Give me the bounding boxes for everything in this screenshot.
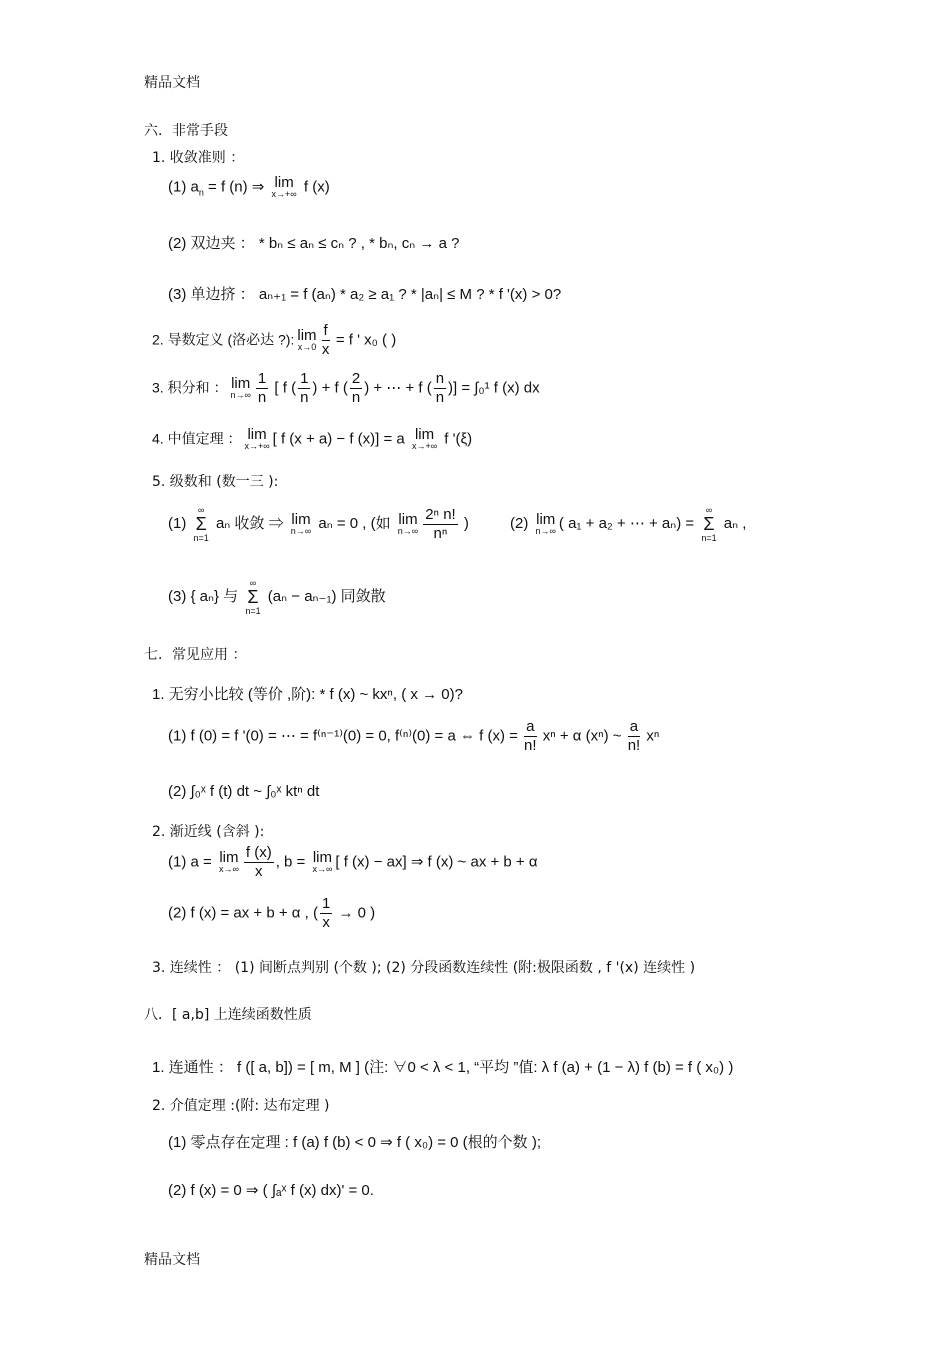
s8-item2-label: 2. 介值定理 :(附: 达布定理 ) bbox=[152, 1098, 330, 1114]
s6-item1-c: (3) 单边挤 ： aₙ₊₁ = f (aₙ) * a₂ ≥ a₁ ? * |aₙ| ≤ M ? * f '(x) > 0? bbox=[168, 286, 562, 303]
s6-item3: 3. 积分和 ： lim n→∞ $\frac{1}{n}$ [ f ( $\frac{1}{n}$ ) + f ( $\frac{2}{n}$ ) + ⋯ + f ( $\frac{n}{n}$ )] = ∫₀¹ f (x) dx bbox=[152, 370, 540, 406]
section-6-title: 六．非常手段 bbox=[144, 123, 228, 139]
s8-item1: 1. 连通性 ： f ([ a, b]) = [ m, M ] (注: ∀0 < λ < 1, “平均 ”值: λ f (a) + (1 − λ) f (b) = f ( x₀) ) bbox=[152, 1059, 734, 1076]
s6-item5-c: (3) { aₙ} 与 ∞ Σ n=1 (aₙ − aₙ₋₁) 同敛散 bbox=[168, 578, 386, 616]
s6-item1-a: (1) $a_n = f$ (n) ⇒ lim x→+∞ f (x) bbox=[168, 174, 330, 199]
section-7-title: 七．常见应用 ： bbox=[144, 647, 247, 663]
watermark-top: 精品文档 bbox=[144, 75, 200, 91]
s7-item1-label: 1. 无穷小比较 (等价 ,阶): * f (x) ~ kxⁿ, ( x → 0)? bbox=[152, 686, 463, 703]
s6-item5-b: (2) lim n→∞ ( a₁ + a₂ + ⋯ + aₙ) = ∞ Σ n=1 aₙ , bbox=[510, 505, 747, 543]
s6-item5-a: (1) ∞ Σ n=1 aₙ 收敛 ⇒ lim n→∞ aₙ = 0 , (如 lim n→∞ $\frac{\text{2ⁿ n!}}{\text{nⁿ}}$ ) bbox=[168, 505, 469, 543]
s6-item4: 4. 中值定理 ： lim x→+∞ [ f (x + a) − f (x)] = a lim x→+∞ f '(ξ) bbox=[152, 426, 473, 451]
s7-item1-a: (1) f (0) = f '(0) = ⋯ = f⁽ⁿ⁻¹⁾(0) = 0, f⁽ⁿ⁾(0) = a ⇔ f (x) = $\frac{a}{n!}$ xⁿ + α (xⁿ) ~ $\frac{a}{n!}$ xⁿ bbox=[168, 718, 660, 754]
s7-item1-b: (2) ∫₀ˣ f (t) dt ~ ∫₀ˣ ktⁿ dt bbox=[168, 783, 320, 800]
s8-item2-b: (2) f (x) = 0 ⇒ ( ∫ₐˣ f (x) dx)' = 0. bbox=[168, 1182, 374, 1199]
watermark-bottom: 精品文档 bbox=[144, 1252, 200, 1268]
s7-item2-a: (1) a = lim x→∞ $\frac{f (x)}{x}$ , b = lim x→∞ [ f (x) − ax] ⇒ f (x) ~ ax + b + α bbox=[168, 844, 538, 880]
s6-item1-label: 1. 收敛准则 ： bbox=[152, 150, 245, 166]
s6-item1-b: (2) 双边夹 ： * bₙ ≤ aₙ ≤ cₙ ? , * bₙ, cₙ → a ? bbox=[168, 235, 460, 252]
s6-item5-label: 5. 级数和 (数一三 ): bbox=[152, 474, 279, 490]
s7-item2-b: (2) f (x) = ax + b + α , ( $\frac{1}{x}$ → 0 ) bbox=[168, 895, 376, 931]
s6-item2: 2. 导数定义 (洛必达 ?): lim x→0 $\frac{f}{x}$ = f ' x₀ ( ) bbox=[152, 322, 397, 358]
s7-item3: 3. 连续性 ： (1) 间断点判别 (个数 ); (2) 分段函数连续性 (附:极限函数 , f '(x) 连续性 ) bbox=[152, 960, 696, 976]
section-8-title: 八．[ a,b] 上连续函数性质 bbox=[144, 1007, 312, 1023]
s7-item2-label: 2. 渐近线 (含斜 ): bbox=[152, 824, 265, 840]
s8-item2-a: (1) 零点存在定理 : f (a) f (b) < 0 ⇒ f ( x₀) = 0 (根的个数 ); bbox=[168, 1134, 541, 1151]
